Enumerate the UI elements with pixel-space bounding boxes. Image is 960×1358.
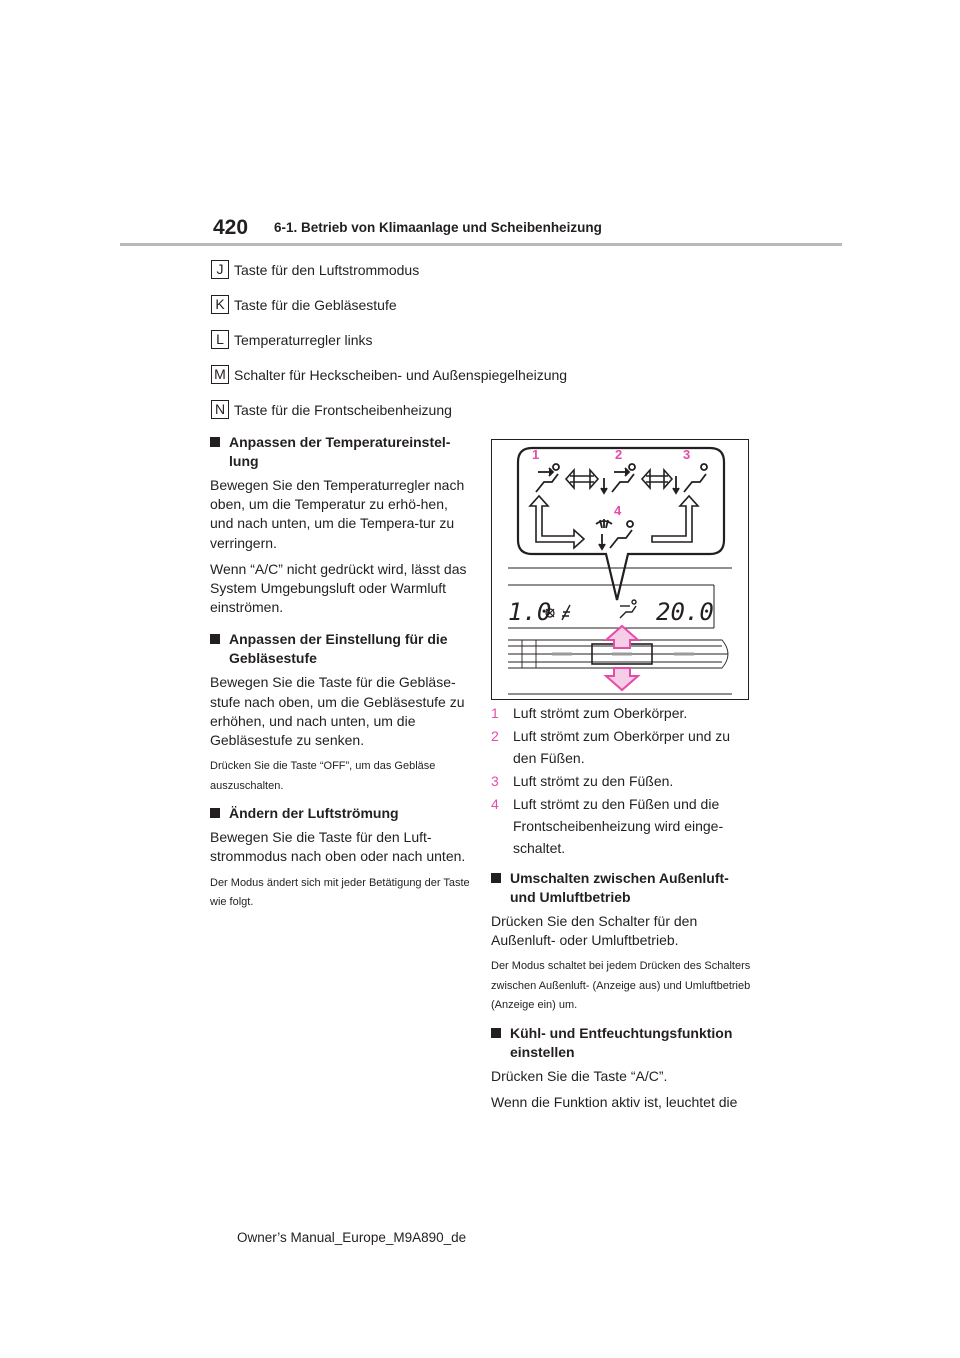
- mode-label-4: 4: [614, 503, 622, 518]
- airflow-heading: Ändern der Luftströmung: [210, 804, 472, 823]
- airflow-mode-list: [491, 702, 753, 859]
- legend-item-n: [211, 400, 751, 419]
- legend-text: Taste für die Gebläsestufe: [234, 296, 397, 313]
- callout-bubble: [518, 448, 724, 600]
- legend-item-k: [211, 295, 751, 314]
- mode-number: 1: [491, 705, 499, 721]
- recirculation-note: Der Modus schaltet bei jedem Drücken des Schalters zwischen Außenluft- (Anzeige aus) und Umluftbetrieb (Anzeige ein) um.: [491, 960, 751, 1012]
- fan-paragraph: Bewegen Sie die Taste für die Gebläse-stufe nach oben, um die Gebläsestufe zu erhöhen, und nach unten, um die Gebläsestufe zu senken.: [210, 674, 465, 749]
- header-rule: [120, 243, 842, 246]
- legend-text: Temperaturregler links: [234, 331, 373, 348]
- legend-text: Schalter für Heckscheiben- und Außenspiegelheizung: [234, 366, 568, 383]
- display-airflow-icon: [620, 600, 636, 618]
- temperature-paragraph: Bewegen Sie den Temperaturregler nach oben, um die Temperatur zu erhö-hen, und nach unten, um die Tempera-tur zu verringern.: [210, 477, 465, 551]
- legend-text: Taste für den Luftstrommodus: [234, 261, 420, 278]
- mode-label-1: 1: [532, 447, 540, 462]
- recirculation-paragraph: Drücken Sie den Schalter für den Außenluft- oder Umluftbetrieb.: [491, 913, 698, 949]
- airflow-paragraph: Bewegen Sie die Taste für den Luft-strommodus nach oben oder nach unten.: [210, 829, 466, 865]
- legend-key: L: [211, 330, 229, 349]
- legend-item-l: [211, 330, 751, 349]
- mode-text: Luft strömt zu den Füßen.: [513, 773, 674, 789]
- mode-label-3: 3: [683, 447, 691, 462]
- legend-item-j: [211, 260, 751, 279]
- mode-text: Luft strömt zum Oberkörper.: [513, 705, 688, 721]
- footer-manual-id: Owner’s Manual_Europe_M9A890_de: [237, 1230, 467, 1245]
- legend-key: N: [211, 400, 229, 419]
- arrow-down-icon: [606, 668, 638, 690]
- cooling-heading: Kühl- und Entfeuchtungsfunktion einstellen: [491, 1024, 753, 1062]
- right-column: [491, 702, 753, 1119]
- mode-number: 2: [491, 728, 499, 744]
- fan-note: Drücken Sie die Taste “OFF”, um das Gebläse auszuschalten.: [210, 760, 436, 792]
- airflow-note: Der Modus ändert sich mit jeder Betätigung der Taste wie folgt.: [210, 876, 470, 909]
- temperature-paragraph-2: Wenn “A/C” nicht gedrückt wird, lässt das System Umgebungsluft oder Warmluft einströmen.: [210, 560, 467, 616]
- legend-key: J: [211, 260, 229, 279]
- section-title: 6-1. Betrieb von Klimaanlage und Scheibenheizung: [274, 220, 602, 235]
- fan-heading: Anpassen der Einstellung für die Gebläsestufe: [210, 630, 472, 668]
- cooling-paragraph: Drücken Sie die Taste “A/C”.: [491, 1067, 668, 1084]
- display-right-temp: 20.0: [656, 598, 714, 626]
- legend-item-m: [211, 365, 751, 384]
- left-column: [210, 433, 472, 921]
- cooling-paragraph-2: Wenn die Funktion aktiv ist, leuchtet die: [491, 1094, 738, 1111]
- mode-text: Luft strömt zu den Füßen und die Frontscheibenheizung wird einge-schaltet.: [513, 796, 724, 856]
- list-item: [491, 770, 753, 792]
- list-item: [491, 725, 753, 769]
- mode-number: 4: [491, 796, 499, 812]
- mode-text: Luft strömt zum Oberkörper und zu den Füßen.: [513, 728, 731, 766]
- mode-label-2: 2: [615, 447, 623, 462]
- display-left-temp: 1.0: [508, 598, 552, 626]
- legend-key: M: [211, 365, 229, 384]
- legend-text: Taste für die Frontscheibenheizung: [234, 401, 452, 418]
- airflow-mode-diagram: [492, 440, 749, 700]
- list-item: [491, 702, 753, 724]
- page-number: 420: [213, 216, 249, 239]
- recirculation-heading: Umschalten zwischen Außenluft- und Umluftbetrieb: [491, 869, 753, 907]
- temperature-heading: Anpassen der Temperatureinstel-lung: [210, 433, 472, 471]
- mode-number: 3: [491, 773, 499, 789]
- list-item: [491, 793, 753, 859]
- legend-key: K: [211, 295, 229, 314]
- fan-level-icon: [562, 605, 570, 620]
- airflow-mode-figure: [491, 439, 749, 700]
